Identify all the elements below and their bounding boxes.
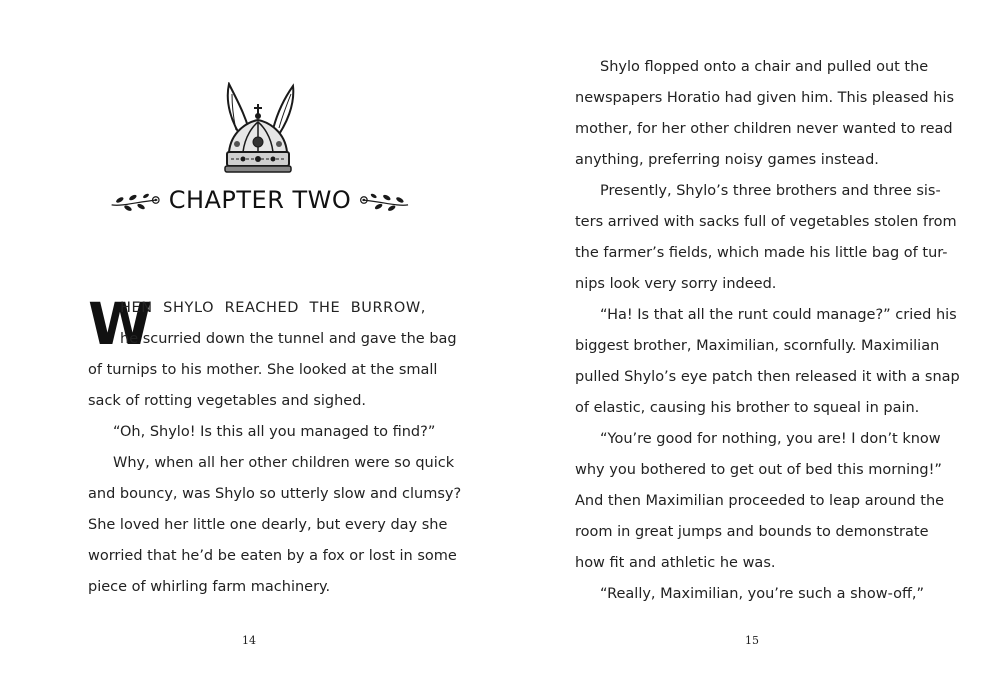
text-line: ters arrived with sacks full of vegetables stolen from: [575, 214, 957, 230]
leaf-flourish-left-icon: [110, 186, 161, 214]
text-line: mother, for her other children never wanted to read: [575, 121, 953, 137]
left-page-body: [88, 290, 462, 603]
text-line: the farmer’s fields, which made his little bag of tur-: [575, 245, 948, 261]
text-line: “Oh, Shylo! Is this all you managed to find?”: [113, 424, 436, 440]
drop-cap: W: [88, 290, 152, 358]
text-line: he scurried down the tunnel and gave the bag: [120, 331, 457, 347]
text-line: She loved her little one dearly, but every day she: [88, 517, 448, 533]
text-line: newspapers Horatio had given him. This pleased his: [575, 90, 955, 106]
text-line: of turnips to his mother. She looked at the small: [88, 362, 438, 378]
leaf-flourish-right-icon: [359, 186, 410, 214]
text-line: Shylo flopped onto a chair and pulled out the: [600, 59, 929, 75]
text-line: of elastic, causing his brother to squeal in pain.: [575, 400, 920, 416]
chapter-title: CHAPTER TWO: [168, 186, 352, 214]
text-line: worried that he’d be eaten by a fox or lost in some: [88, 548, 457, 564]
text-line: “Ha! Is that all the runt could manage?” cried his: [600, 307, 957, 323]
text-line: “You’re good for nothing, you are! I don’t know: [600, 431, 941, 447]
page-number: 15: [745, 634, 759, 647]
text-line: Why, when all her other children were so quick: [113, 455, 455, 471]
text-line: Presently, Shylo’s three brothers and three sis-: [600, 183, 941, 199]
text-line: HEN SHYLO REACHED THE BURROW,: [120, 300, 426, 316]
crown-icon: [213, 82, 303, 178]
chapter-heading: [110, 180, 410, 220]
text-line: nips look very sorry indeed.: [575, 276, 777, 292]
text-line: anything, preferring noisy games instead.: [575, 152, 879, 168]
text-line: And then Maximilian proceeded to leap around the: [575, 493, 945, 509]
text-line: room in great jumps and bounds to demonstrate: [575, 524, 929, 540]
text-line: why you bothered to get out of bed this morning!”: [575, 462, 942, 478]
text-line: piece of whirling farm machinery.: [88, 579, 331, 595]
text-line: biggest brother, Maximilian, scornfully. Maximilian: [575, 338, 940, 354]
right-page: [500, 0, 1000, 700]
text-line: sack of rotting vegetables and sighed.: [88, 393, 367, 409]
text-line: how fit and athletic he was.: [575, 555, 776, 571]
right-page-body: [575, 52, 960, 610]
page-number: 14: [242, 634, 256, 647]
text-line: “Really, Maximilian, you’re such a show-off,”: [600, 586, 925, 602]
text-line: pulled Shylo’s eye patch then released it with a snap: [575, 369, 960, 385]
text-line: and bouncy, was Shylo so utterly slow and clumsy?: [88, 486, 462, 502]
